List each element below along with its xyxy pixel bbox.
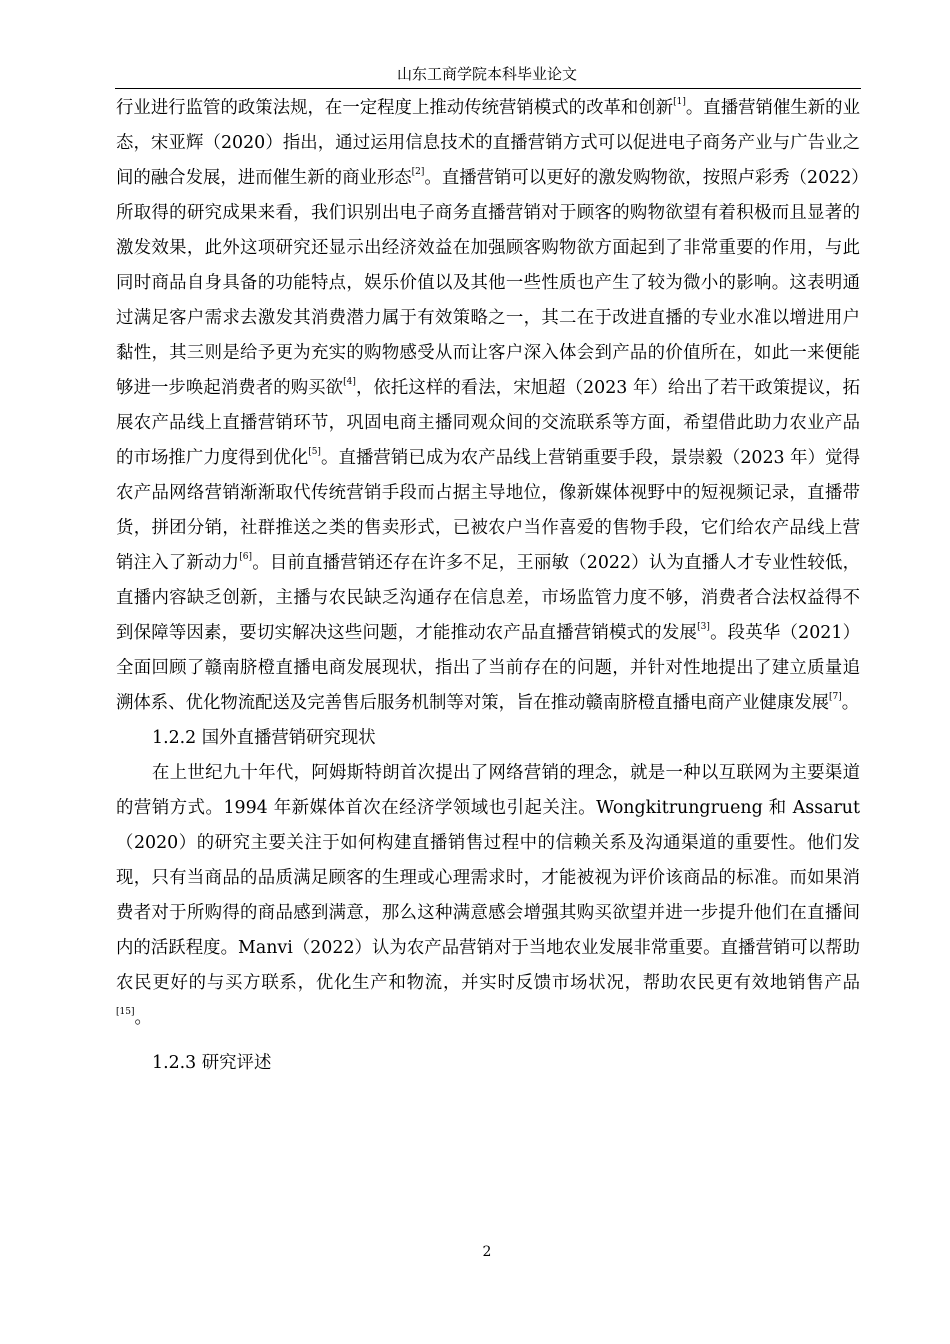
citation-ref: [2] xyxy=(411,167,425,177)
page-number: 2 xyxy=(482,1244,492,1260)
text-run: 。直播营销催生新的业态，宋亚辉（2020）指出，通过运用信息技术的直播营销方式可以促进电子商务产业与广告业之间的融合发展，进而催生新的商业形态 xyxy=(116,98,860,188)
text-run: 。直播营销可以更好的激发购物欲，按照卢彩秀（2022）所取得的研究成果来看，我们识别出电子商务直播营销对于顾客的购物欲望有着积极而且显著的激发效果，此外这项研究还显示出经济效益在加强顾客购物欲方面起到了非常重要的作用，与此同时商品自身具备的功能特点，娱乐价值以及其他一些性质也产生了较为微小的影响。这表明通过满足客户需求去激发其消费潜力属于有效策略之一，其二在于改进直播的专业水准以增进用户黏性，其三则是给予更为充实的购物感受从而让客户深入体会到产品的价值所在，如此一来便能够进一步唤起消费者的购买欲 xyxy=(116,168,860,398)
spacer xyxy=(116,1036,860,1046)
document-body xyxy=(116,91,860,1081)
citation-ref: [15] xyxy=(116,1007,135,1017)
citation-ref: [4] xyxy=(343,377,356,387)
citation-ref: [6] xyxy=(239,552,253,562)
page-header: 山东工商学院本科毕业论文 xyxy=(396,65,577,83)
paragraph-domestic-research xyxy=(116,91,860,721)
citation-ref: [3] xyxy=(697,622,710,632)
text-run: 在上世纪九十年代，阿姆斯特朗首次提出了网络营销的理念，就是一种以互联网为主要渠道的营销方式。1994 年新媒体首次在经济学领域也引起关注。Wongkitrungrueng 和 Assarut（2020）的研究主要关注于如何构建直播销售过程中的信赖关系及沟通渠道的重要性。他们发现，只有当商品的品质满足顾客的生理或心理需求时，才能被视为评价该商品的标准。而如果消费者对于所购得的商品感到满意，那么这种满意感会增强其购买欲望并进一步提升他们在直播间内的活跃程度。Manvi（2022）认为农产品营销对于当地农业发展非常重要。直播营销可以帮助农民更好的与买方联系，优化生产和物流，并实时反馈市场状况，帮助农民更有效地销售产品 xyxy=(116,763,860,993)
section-heading-1-2-2: 1.2.2 国外直播营销研究现状 xyxy=(152,728,376,748)
citation-ref: [1] xyxy=(673,97,686,107)
text-run: 行业进行监管的政策法规，在一定程度上推动传统营销模式的改革和创新 xyxy=(116,98,674,118)
text-run: 。 xyxy=(841,693,860,713)
text-run: 。目前直播营销还存在许多不足，王丽敏（2022）认为直播人才专业性较低，直播内容缺乏创新，主播与农民缺乏沟通存在信息差，市场监管力度不够，消费者合法权益得不到保障等因素，要切实解决这些问题，才能推动农产品直播营销模式的发展 xyxy=(116,553,860,643)
citation-ref: [5] xyxy=(308,447,321,457)
header-rule xyxy=(115,88,861,89)
text-run: 。直播营销已成为农产品线上营销重要手段，景崇毅（2023 年）觉得农产品网络营销渐渐取代传统营销手段而占据主导地位，像新媒体视野中的短视频记录，直播带货，拼团分销，社群推送之类的售卖形式，已被农户当作喜爱的售物手段，它们给农产品线上营销注入了新动力 xyxy=(116,448,860,573)
paragraph-foreign-research xyxy=(116,756,860,1036)
section-heading-1-2-3: 1.2.3 研究评述 xyxy=(152,1053,272,1073)
text-run: 。 xyxy=(134,1008,152,1028)
text-run: 。段英华（2021）全面回顾了赣南脐橙直播电商发展现状，指出了当前存在的问题，并针对性地提出了建立质量追溯体系、优化物流配送及完善售后服务机制等对策，旨在推动赣南脐橙直播电商产业健康发展 xyxy=(116,623,860,713)
citation-ref: [7] xyxy=(829,692,842,702)
text-run: ，依托这样的看法，宋旭超（2023 年）给出了若干政策提议，拓展农产品线上直播营销环节，巩固电商主播同观众间的交流联系等方面，希望借此助力农业产品的市场推广力度得到优化 xyxy=(116,378,860,468)
